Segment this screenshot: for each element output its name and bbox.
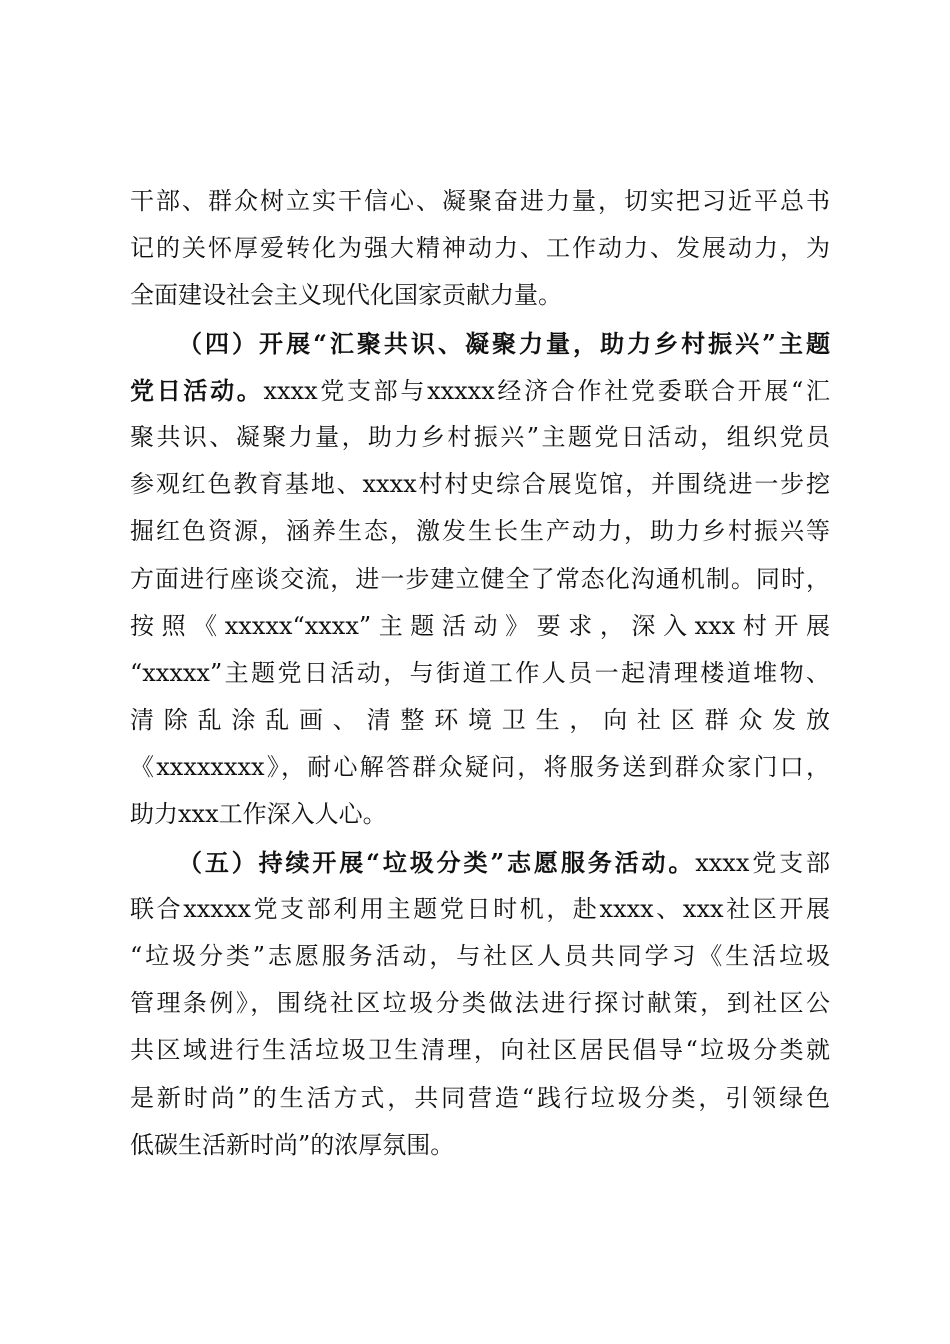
body-text: 管理条例》，围绕社区垃圾分类做法进行探讨献策，到社区公 (130, 989, 830, 1018)
document-body (130, 178, 830, 1169)
text-line (130, 650, 830, 697)
body-text: xxxx党支部与xxxxx经济合作社党委联合开展“汇 (263, 376, 830, 405)
body-text: “xxxxx”主题党日活动，与街道工作人员一起清理楼道堆物、 (130, 658, 830, 687)
text-line (130, 320, 830, 367)
paragraph (130, 178, 830, 320)
body-text: 清除乱涂乱画、清整环境卫生，向社区群众发放 (130, 706, 830, 735)
text-line (130, 791, 830, 838)
text-line (130, 461, 830, 508)
body-text: 方面进行座谈交流，进一步建立健全了常态化沟通机制。同时， (130, 564, 830, 593)
bold-heading-text: （五）持续开展“垃圾分类”志愿服务活动。 (178, 847, 696, 877)
paragraph (130, 320, 830, 839)
body-text: xxxx党支部 (695, 848, 830, 877)
text-line (130, 1075, 830, 1122)
body-text: 记的关怀厚爱转化为强大精神动力、工作动力、发展动力，为 (130, 234, 830, 263)
text-line (130, 980, 830, 1027)
text-line (130, 272, 830, 319)
body-text: 助力xxx工作深入人心。 (130, 800, 387, 829)
body-text: 参观红色教育基地、xxxx村村史综合展览馆，并围绕进一步挖 (130, 470, 830, 499)
body-text: 联合xxxxx党支部利用主题党日时机，赴xxxx、xxx社区开展 (130, 894, 830, 923)
text-line (130, 839, 830, 886)
body-text: 干部、群众树立实干信心、凝聚奋进力量，切实把习近平总书 (130, 187, 830, 215)
text-line (130, 556, 830, 603)
text-line (130, 886, 830, 933)
body-text: 全面建设社会主义现代化国家贡献力量。 (130, 281, 562, 310)
body-text: 掘红色资源，涵养生态，激发生长生产动力，助力乡村振兴等 (130, 517, 830, 546)
text-line (130, 1122, 830, 1169)
text-line (130, 697, 830, 744)
body-text: “垃圾分类”志愿服务活动，与社区人员共同学习《生活垃圾 (130, 942, 830, 970)
body-text: 按照《xxxxx“xxxx”主题活动》要求，深入xxx村开展 (130, 611, 830, 640)
text-line (130, 744, 830, 791)
text-line (130, 933, 830, 980)
text-line (130, 1027, 830, 1074)
text-line (130, 225, 830, 272)
body-text: 共区域进行生活垃圾卫生清理，向社区居民倡导“垃圾分类就 (130, 1036, 830, 1065)
bold-heading-text: 党日活动。 (130, 375, 264, 405)
text-line (130, 367, 830, 414)
text-line (130, 508, 830, 555)
paragraph (130, 839, 830, 1169)
text-line (130, 603, 830, 650)
text-line (130, 414, 830, 461)
body-text: 《xxxxxxxx》，耐心解答群众疑问，将服务送到群众家门口， (130, 753, 830, 782)
body-text: 低碳生活新时尚”的浓厚氛围。 (130, 1130, 455, 1159)
body-text: 聚共识、凝聚力量，助力乡村振兴”主题党日活动，组织党员 (130, 422, 830, 451)
bold-heading-text: （四）开展“汇聚共识、凝聚力量，助力乡村振兴”主题 (178, 328, 830, 358)
text-line (130, 178, 830, 225)
body-text: 是新时尚”的生活方式，共同营造“践行垃圾分类，引领绿色 (130, 1083, 830, 1112)
